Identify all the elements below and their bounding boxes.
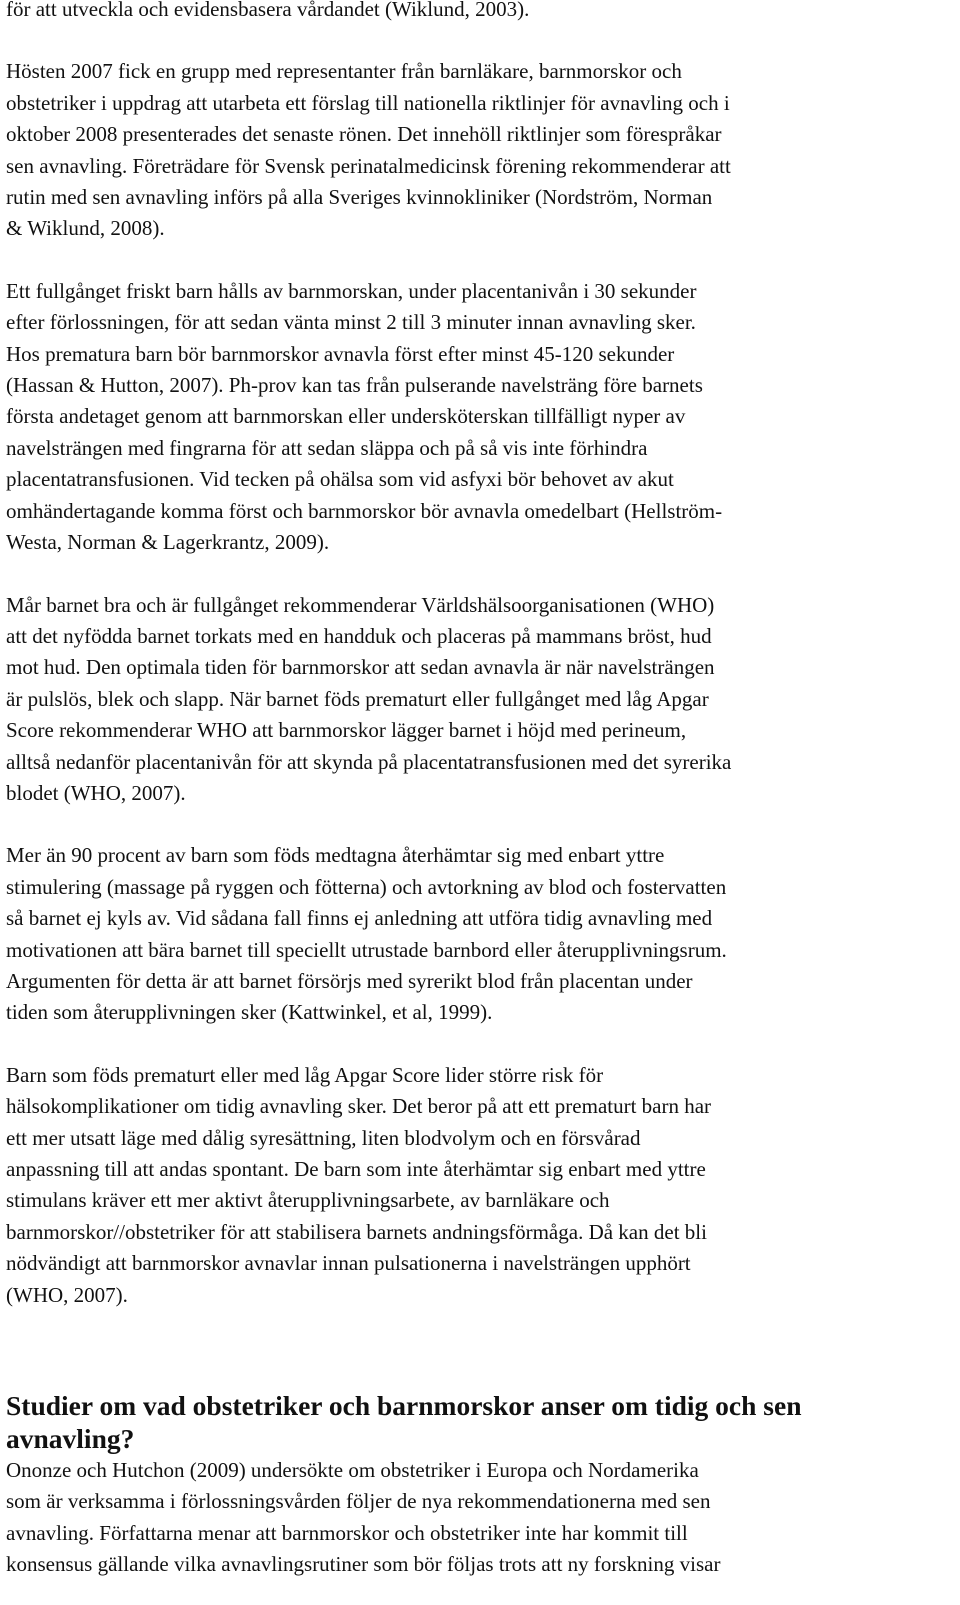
paragraph-fullterm-procedure: Ett fullgånget friskt barn hålls av barnmorskan, under placentanivån i 30 sekunder efter förlossningen, för att sedan vänta minst 2 till 3 minuter innan avnavling sker. Hos prematura barn bör barnmorskor avnavla först efter minst 45-120 sekunder (Hassan & Hutton, 2007). Ph-prov kan tas från pulserande navelsträng före barnets första andetaget genom att barnmorskan eller undersköterskan tillfälligt nyper av navelsträngen med fingrarna för att sedan släppa och på så vis inte förhindra placentatransfusionen. Vid tecken på ohälsa som vid asfyxi bör behovet av akut omhändertagande komma först och barnmorskor bör avnavla omedelbart (Hellström- Westa, Norman & Lagerkrantz, 2009). — [6, 278, 723, 555]
paragraph-wiklund-intro-end: för att utveckla och evidensbasera vårdandet (Wiklund, 2003). — [6, 0, 530, 21]
paragraph-premature-risks: Barn som föds prematurt eller med låg Apgar Score lider större risk för hälsokomplikationer om tidig avnavling sker. Det beror på att ett prematurt barn har ett mer utsatt läge med dålig syresättning, liten blodvolym och en försvårad anpassning till att andas spontant. De barn som inte återhämtar sig enbart med yttre stimulans kräver ett mer aktivt återupplivningsarbete, av barnläkare och barnmorskor//obstetriker för att stabilisera barnets andningsförmåga. Då kan det bli nödvändigt att barnmorskor avnavlar innan pulsationerna i navelsträngen upphört (WHO, 2007). — [6, 1062, 712, 1307]
document-page — [6, 0, 946, 1581]
paragraph-who-recommendation: Mår barnet bra och är fullgånget rekommenderar Världshälsoorganisationen (WHO) att det nyfödda barnet torkats med en handduk och placeras på mammans bröst, hud mot hud. Den optimala tiden för barnmorskor att sedan avnavla är när navelsträngen är pulslös, blek och slapp. När barnet föds prematurt eller fullgånget med låg Apgar Score rekommenderar WHO att barnmorskor lägger barnet i höjd med perineum, alltså nedanför placentanivån för att skynda på placentatransfusionen med det syrerika blodet (WHO, 2007). — [6, 592, 732, 805]
paragraph-recovery-stimulation: Mer än 90 procent av barn som föds medtagna återhämtar sig med enbart yttre stimulering (massage på ryggen och fötterna) och avtorkning av blod och fostervatten så barnet ej kyls av. Vid sådana fall finns ej anledning att utföra tidig avnavling med motivationen att bära barnet till speciellt utrustade barnbord eller återupplivningsrum. Argumenten för detta är att barnet försörjs med syrerikt blod från placentan under tiden som återupplivningen sker (Kattwinkel, et al, 1999). — [6, 843, 727, 1025]
paragraph-national-guidelines: Hösten 2007 fick en grupp med representanter från barnläkare, barnmorskor och obstetriker i uppdrag att utarbeta ett förslag till nationella riktlinjer för avnavling och i oktober 2008 presenterades det senaste rönen. Det innehöll riktlinjer som förespråkar sen avnavling. Företrädare för Svensk perinatalmedicinsk förening rekommenderar att rutin med sen avnavling införs på alla Sveriges kvinnokliniker (Nordström, Norman & Wiklund, 2008). — [6, 59, 731, 241]
paragraph-ononze-hutchon: Ononze och Hutchon (2009) undersökte om obstetriker i Europa och Nordamerika som är verksamma i förlossningsvården följer de nya rekommendationerna med sen avnavling. Författarna menar att barnmorskor och obstetriker inte har kommit till konsensus gällande vilka avnavlingsrutiner som bör följas trots att ny forskning visar — [6, 1458, 721, 1577]
section-heading: Studier om vad obstetriker och barnmorskor anser om tidig och sen avnavling? — [6, 1390, 802, 1455]
